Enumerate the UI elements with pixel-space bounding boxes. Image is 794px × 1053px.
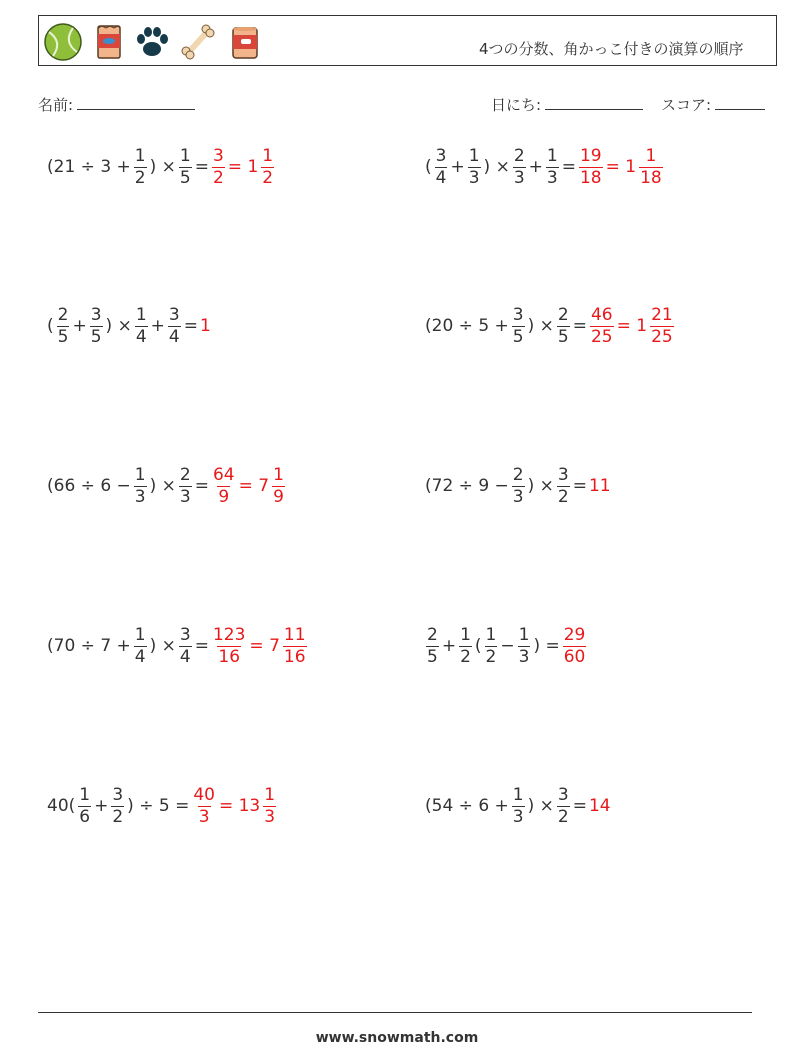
numerator: 1 (485, 625, 497, 645)
numerator: 1 (468, 146, 480, 166)
expression-text: ) × (527, 476, 554, 496)
answer-text: 11 (588, 476, 611, 496)
fraction (435, 148, 448, 187)
pet-food-bag-icon (89, 22, 129, 62)
numerator: 19 (579, 146, 602, 166)
numerator: 3 (168, 305, 180, 325)
fraction (557, 787, 570, 826)
denominator: 5 (512, 327, 524, 347)
pet-food-can-icon (225, 22, 265, 62)
expression-text: + (94, 796, 109, 816)
problem-4 (424, 307, 676, 346)
denominator: 3 (546, 168, 558, 188)
denominator: 18 (640, 168, 662, 188)
denominator: 2 (557, 487, 569, 507)
numerator: 40 (193, 785, 215, 805)
answer-text: = 7 (238, 476, 270, 496)
numerator: 1 (134, 465, 146, 485)
numerator: 1 (264, 785, 276, 805)
numerator: 3 (557, 465, 569, 485)
answer-fraction (579, 148, 603, 187)
denominator: 5 (427, 647, 438, 667)
denominator: 9 (218, 487, 230, 507)
expression-text: ) = (533, 636, 560, 656)
denominator: 4 (135, 327, 147, 347)
answer-text: = 7 (249, 636, 280, 656)
fraction (512, 787, 525, 826)
numerator: 1 (546, 146, 558, 166)
numerator: 3 (557, 785, 569, 805)
denominator: 2 (212, 168, 224, 188)
expression-text: ) × (527, 796, 554, 816)
expression-text: = (572, 796, 587, 816)
fraction (134, 148, 147, 187)
denominator: 2 (460, 647, 471, 667)
numerator: 2 (513, 146, 525, 166)
problem-3 (46, 307, 212, 346)
date-blank[interactable] (545, 95, 643, 110)
fraction (179, 148, 192, 187)
expression-text: ) × (149, 476, 176, 496)
fraction (512, 467, 525, 506)
answer-fraction (192, 787, 216, 826)
answer-fraction (283, 627, 307, 666)
denominator: 3 (264, 807, 276, 827)
fraction (179, 467, 192, 506)
numerator: 2 (427, 625, 438, 645)
numerator: 11 (283, 625, 306, 645)
answer-fraction (272, 467, 285, 506)
fraction (57, 307, 70, 346)
denominator: 5 (57, 327, 69, 347)
fraction (459, 627, 472, 666)
expression-text: + (72, 316, 87, 336)
expression-text: ) ÷ 5 = (127, 796, 190, 816)
tennis-ball-icon (43, 22, 83, 62)
expression-text: = (194, 157, 209, 177)
numerator: 3 (179, 625, 191, 645)
problem-2 (424, 148, 665, 187)
numerator: 21 (651, 305, 673, 325)
answer-text: = 13 (218, 796, 261, 816)
numerator: 1 (512, 785, 524, 805)
answer-fraction (650, 307, 674, 346)
numerator: 1 (179, 146, 191, 166)
numerator: 3 (212, 146, 224, 166)
expression-text: ) × (105, 316, 132, 336)
denominator: 3 (513, 168, 525, 188)
denominator: 16 (218, 647, 241, 667)
denominator: 2 (112, 807, 124, 827)
expression-text: = (194, 636, 209, 656)
fraction (78, 787, 91, 826)
expression-text: ( (47, 316, 54, 336)
denominator: 3 (518, 647, 530, 667)
expression-text: = (561, 157, 576, 177)
score-blank[interactable] (715, 95, 765, 110)
expression-text: (21 ÷ 3 + (47, 157, 131, 177)
numerator: 123 (212, 625, 246, 645)
numerator: 1 (134, 146, 146, 166)
numerator: 1 (645, 146, 657, 166)
expression-text: (20 ÷ 5 + (425, 316, 509, 336)
name-label: 名前: (38, 96, 74, 114)
fraction (179, 627, 192, 666)
denominator: 3 (512, 807, 524, 827)
fraction (513, 148, 526, 187)
denominator: 25 (651, 327, 673, 347)
denominator: 5 (90, 327, 102, 347)
problem-9 (46, 787, 278, 826)
problem-10 (424, 787, 612, 826)
problem-7 (46, 627, 309, 666)
denominator: 5 (557, 327, 569, 347)
expression-text: + (450, 157, 465, 177)
denominator: 3 (198, 807, 210, 827)
expression-text: − (500, 636, 515, 656)
answer-fraction (212, 627, 246, 666)
answer-text: 14 (588, 796, 611, 816)
numerator: 3 (112, 785, 124, 805)
fraction (134, 627, 147, 666)
numerator: 1 (134, 625, 146, 645)
denominator: 3 (134, 487, 146, 507)
expression-text: + (441, 636, 457, 656)
fraction (512, 307, 525, 346)
answer-text: = 1 (227, 157, 259, 177)
expression-text: ) × (483, 157, 510, 177)
denominator: 4 (134, 647, 146, 667)
numerator: 29 (563, 625, 586, 645)
fraction (135, 307, 148, 346)
denominator: 2 (485, 647, 497, 667)
expression-text: 40( (47, 796, 76, 816)
fraction (426, 627, 439, 666)
numerator: 1 (79, 785, 91, 805)
problem-5 (46, 467, 287, 506)
numerator: 3 (512, 305, 524, 325)
worksheet-title: 4つの分数、角かっこ付きの演算の順序 (479, 40, 744, 58)
denominator: 5 (179, 168, 191, 188)
numerator: 1 (262, 146, 274, 166)
answer-fraction (590, 307, 614, 346)
answer-fraction (263, 787, 276, 826)
numerator: 1 (135, 305, 147, 325)
numerator: 3 (435, 146, 447, 166)
expression-text: + (150, 316, 165, 336)
name-field (38, 94, 195, 115)
score-field (661, 94, 765, 115)
expression-text: + (528, 157, 543, 177)
numerator: 2 (557, 305, 569, 325)
denominator: 2 (134, 168, 146, 188)
numerator: 2 (179, 465, 191, 485)
answer-text: = 1 (616, 316, 648, 336)
expression-text: ( (425, 157, 432, 177)
fraction (168, 307, 181, 346)
numerator: 1 (273, 465, 284, 485)
denominator: 18 (579, 168, 602, 188)
expression-text: (54 ÷ 6 + (425, 796, 509, 816)
fraction (111, 787, 124, 826)
denominator: 3 (512, 487, 524, 507)
fraction (557, 467, 570, 506)
answer-fraction (212, 148, 225, 187)
numerator: 2 (57, 305, 69, 325)
denominator: 16 (283, 647, 306, 667)
date-field (491, 94, 643, 115)
problem-1 (46, 148, 276, 187)
answer-fraction (261, 148, 274, 187)
fraction (134, 467, 147, 506)
denominator: 3 (179, 487, 191, 507)
expression-text: = (183, 316, 198, 336)
expression-text: = (572, 476, 587, 496)
footer-divider (38, 1012, 752, 1013)
denominator: 4 (168, 327, 180, 347)
denominator: 4 (435, 168, 447, 188)
worksheet-header (38, 15, 777, 66)
expression-text: (66 ÷ 6 − (47, 476, 131, 496)
expression-text: = (572, 316, 587, 336)
denominator: 2 (262, 168, 274, 188)
problem-6 (424, 467, 612, 506)
answer-text: = 1 (605, 157, 637, 177)
numerator: 3 (90, 305, 102, 325)
numerator: 64 (212, 465, 235, 485)
denominator: 2 (557, 807, 569, 827)
fraction (485, 627, 498, 666)
date-label: 日にち: (491, 96, 542, 114)
fraction (518, 627, 531, 666)
fraction (90, 307, 103, 346)
fraction (557, 307, 570, 346)
problem-8 (424, 627, 588, 666)
numerator: 2 (512, 465, 524, 485)
footer-website[interactable]: www.snowmath.com (315, 1030, 479, 1046)
answer-text: 1 (199, 316, 211, 336)
fraction (468, 148, 481, 187)
expression-text: (72 ÷ 9 − (425, 476, 509, 496)
answer-fraction (563, 627, 587, 666)
numerator: 46 (590, 305, 613, 325)
denominator: 60 (563, 647, 586, 667)
name-blank[interactable] (77, 95, 195, 110)
expression-text: = (194, 476, 209, 496)
numerator: 1 (518, 625, 530, 645)
expression-text: (70 ÷ 7 + (47, 636, 131, 656)
answer-fraction (212, 467, 236, 506)
expression-text: ) × (149, 157, 176, 177)
answer-fraction (639, 148, 663, 187)
paw-print-icon (132, 22, 172, 62)
score-label: スコア: (661, 96, 712, 114)
denominator: 25 (590, 327, 613, 347)
numerator: 1 (460, 625, 471, 645)
expression-text: ) × (149, 636, 176, 656)
denominator: 6 (79, 807, 91, 827)
fraction (546, 148, 559, 187)
denominator: 4 (179, 647, 191, 667)
expression-text: ) × (527, 316, 554, 336)
bone-icon (178, 22, 218, 62)
expression-text: ( (474, 636, 482, 656)
denominator: 3 (468, 168, 480, 188)
denominator: 9 (273, 487, 284, 507)
